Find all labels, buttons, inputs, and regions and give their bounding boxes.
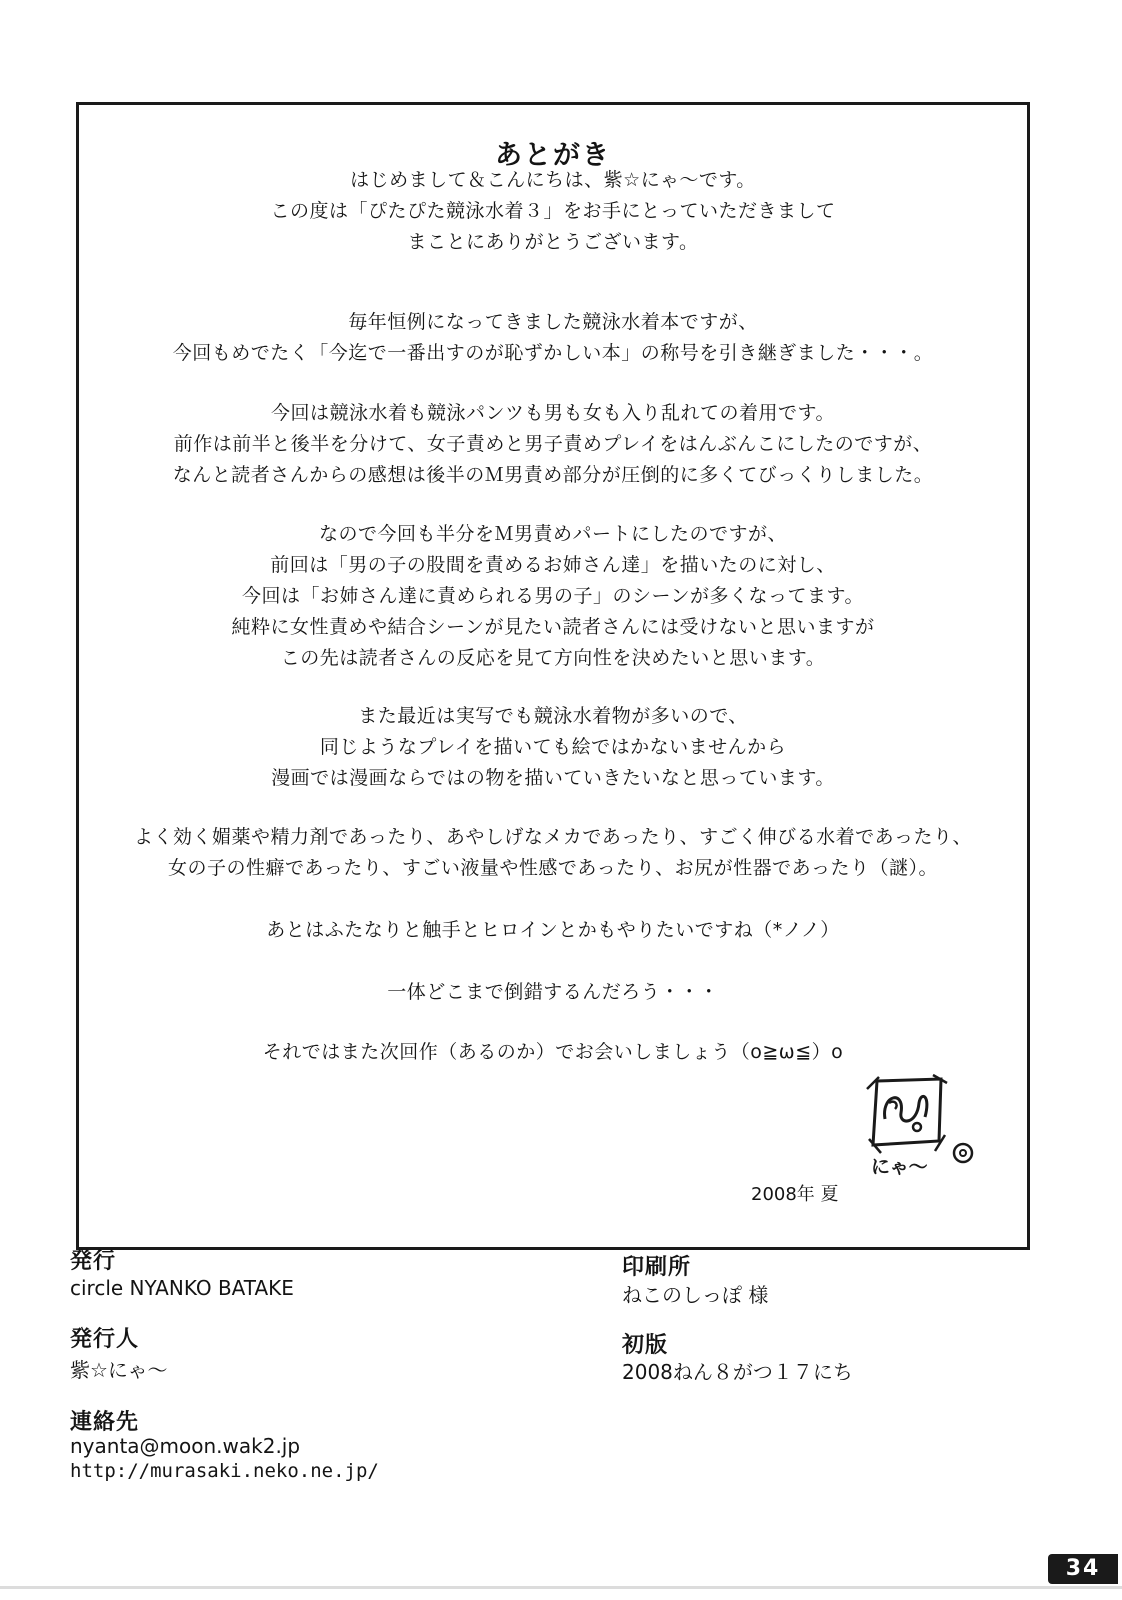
- publisher-label: 発行: [70, 1249, 117, 1274]
- text-line: 一体どこまで倒錯するんだろう・・・: [387, 981, 719, 1003]
- paragraph-greeting: [79, 165, 1027, 258]
- text-line: 漫画では漫画ならではの物を描いていきたいなと思っています。: [271, 767, 835, 789]
- text-line: よく効く媚薬や精力剤であったり、あやしげなメカであったり、すごく伸びる水着であったり、: [134, 826, 972, 848]
- signature-drawing: [859, 1073, 979, 1181]
- contact-url: http://murasaki.neko.ne.jp/: [70, 1460, 379, 1482]
- text-line: この度は「ぴたぴた競泳水着３」をお手にとっていただきまして: [270, 200, 836, 222]
- contact-label: 連絡先: [70, 1410, 140, 1435]
- paragraph-series: [79, 307, 1027, 369]
- text-line: 前作は前半と後半を分けて、女子責めと男子責めプレイをはんぶんこにしたのですが、: [173, 433, 933, 455]
- afterword-title: あとがき: [495, 140, 611, 171]
- text-line: 今回は競泳水着も競泳パンツも男も女も入り乱れての着用です。: [271, 402, 835, 424]
- first-edition-value: 2008ねん８がつ１７にち: [622, 1360, 853, 1384]
- paragraph-theme: [79, 519, 1027, 674]
- page-edge: [0, 1586, 1122, 1589]
- issuer-value: 紫☆にゃ～: [70, 1358, 168, 1382]
- paragraph-ideas: [79, 822, 1027, 884]
- afterword-date: 2008年 夏: [751, 1184, 839, 1205]
- text-line: また最近は実写でも競泳水着物が多いので、: [358, 705, 748, 727]
- afterword-frame: [76, 102, 1030, 1250]
- paragraph-musing: [79, 977, 1027, 1008]
- text-line: なので今回も半分をＭ男責めパートにしたのですが、: [318, 523, 787, 545]
- text-line: あとはふたなりと触手とヒロインとかもやりたいですね（*ノノ）: [266, 919, 840, 941]
- text-line: はじめまして＆こんにちは、紫☆にゃ～です。: [350, 169, 756, 191]
- text-line: 今回もめでたく「今迄で一番出すのが恥ずかしい本」の称号を引き継ぎました・・・。: [172, 342, 934, 364]
- text-line: この先は読者さんの反応を見て方向性を決めたいと思います。: [280, 647, 826, 669]
- text-line: 今回は「お姉さん達に責められる男の子」のシーンが多くなってます。: [241, 585, 865, 607]
- text-line: なんと読者さんからの感想は後半のＭ男責め部分が圧倒的に多くてびっくりしました。: [172, 464, 934, 486]
- text-line: それではまた次回作（あるのか）でお会いしましょう（o≧ω≦）o: [262, 1041, 844, 1063]
- paragraph-manga: [79, 701, 1027, 794]
- printer-label: 印刷所: [622, 1255, 692, 1280]
- issuer-label: 発行人: [70, 1327, 140, 1352]
- text-line: 純粋に女性責めや結合シーンが見たい読者さんには受けないと思いますが: [231, 616, 875, 638]
- publisher-value: circle NYANKO BATAKE: [70, 1276, 294, 1300]
- first-edition-label: 初版: [622, 1333, 669, 1358]
- paragraph-farewell: [79, 1037, 1027, 1068]
- text-line: まことにありがとうございます。: [407, 231, 699, 253]
- text-line: 女の子の性癖であったり、すごい液量や性感であったり、お尻が性器であったり（謎）。: [168, 857, 938, 879]
- contact-email: nyanta@moon.wak2.jp: [70, 1434, 301, 1458]
- printer-value: ねこのしっぽ 様: [622, 1283, 769, 1307]
- paragraph-wishes: [79, 915, 1027, 946]
- text-line: 毎年恒例になってきました競泳水着本ですが、: [348, 311, 758, 333]
- text-line: 前回は「男の子の股間を責めるお姉さん達」を描いたのに対し、: [270, 554, 836, 576]
- signature-text: にゃ～: [871, 1156, 928, 1178]
- text-line: 同じようなプレイを描いても絵ではかないませんから: [319, 736, 787, 758]
- paragraph-content: [79, 398, 1027, 491]
- page-number: 34: [1048, 1554, 1118, 1584]
